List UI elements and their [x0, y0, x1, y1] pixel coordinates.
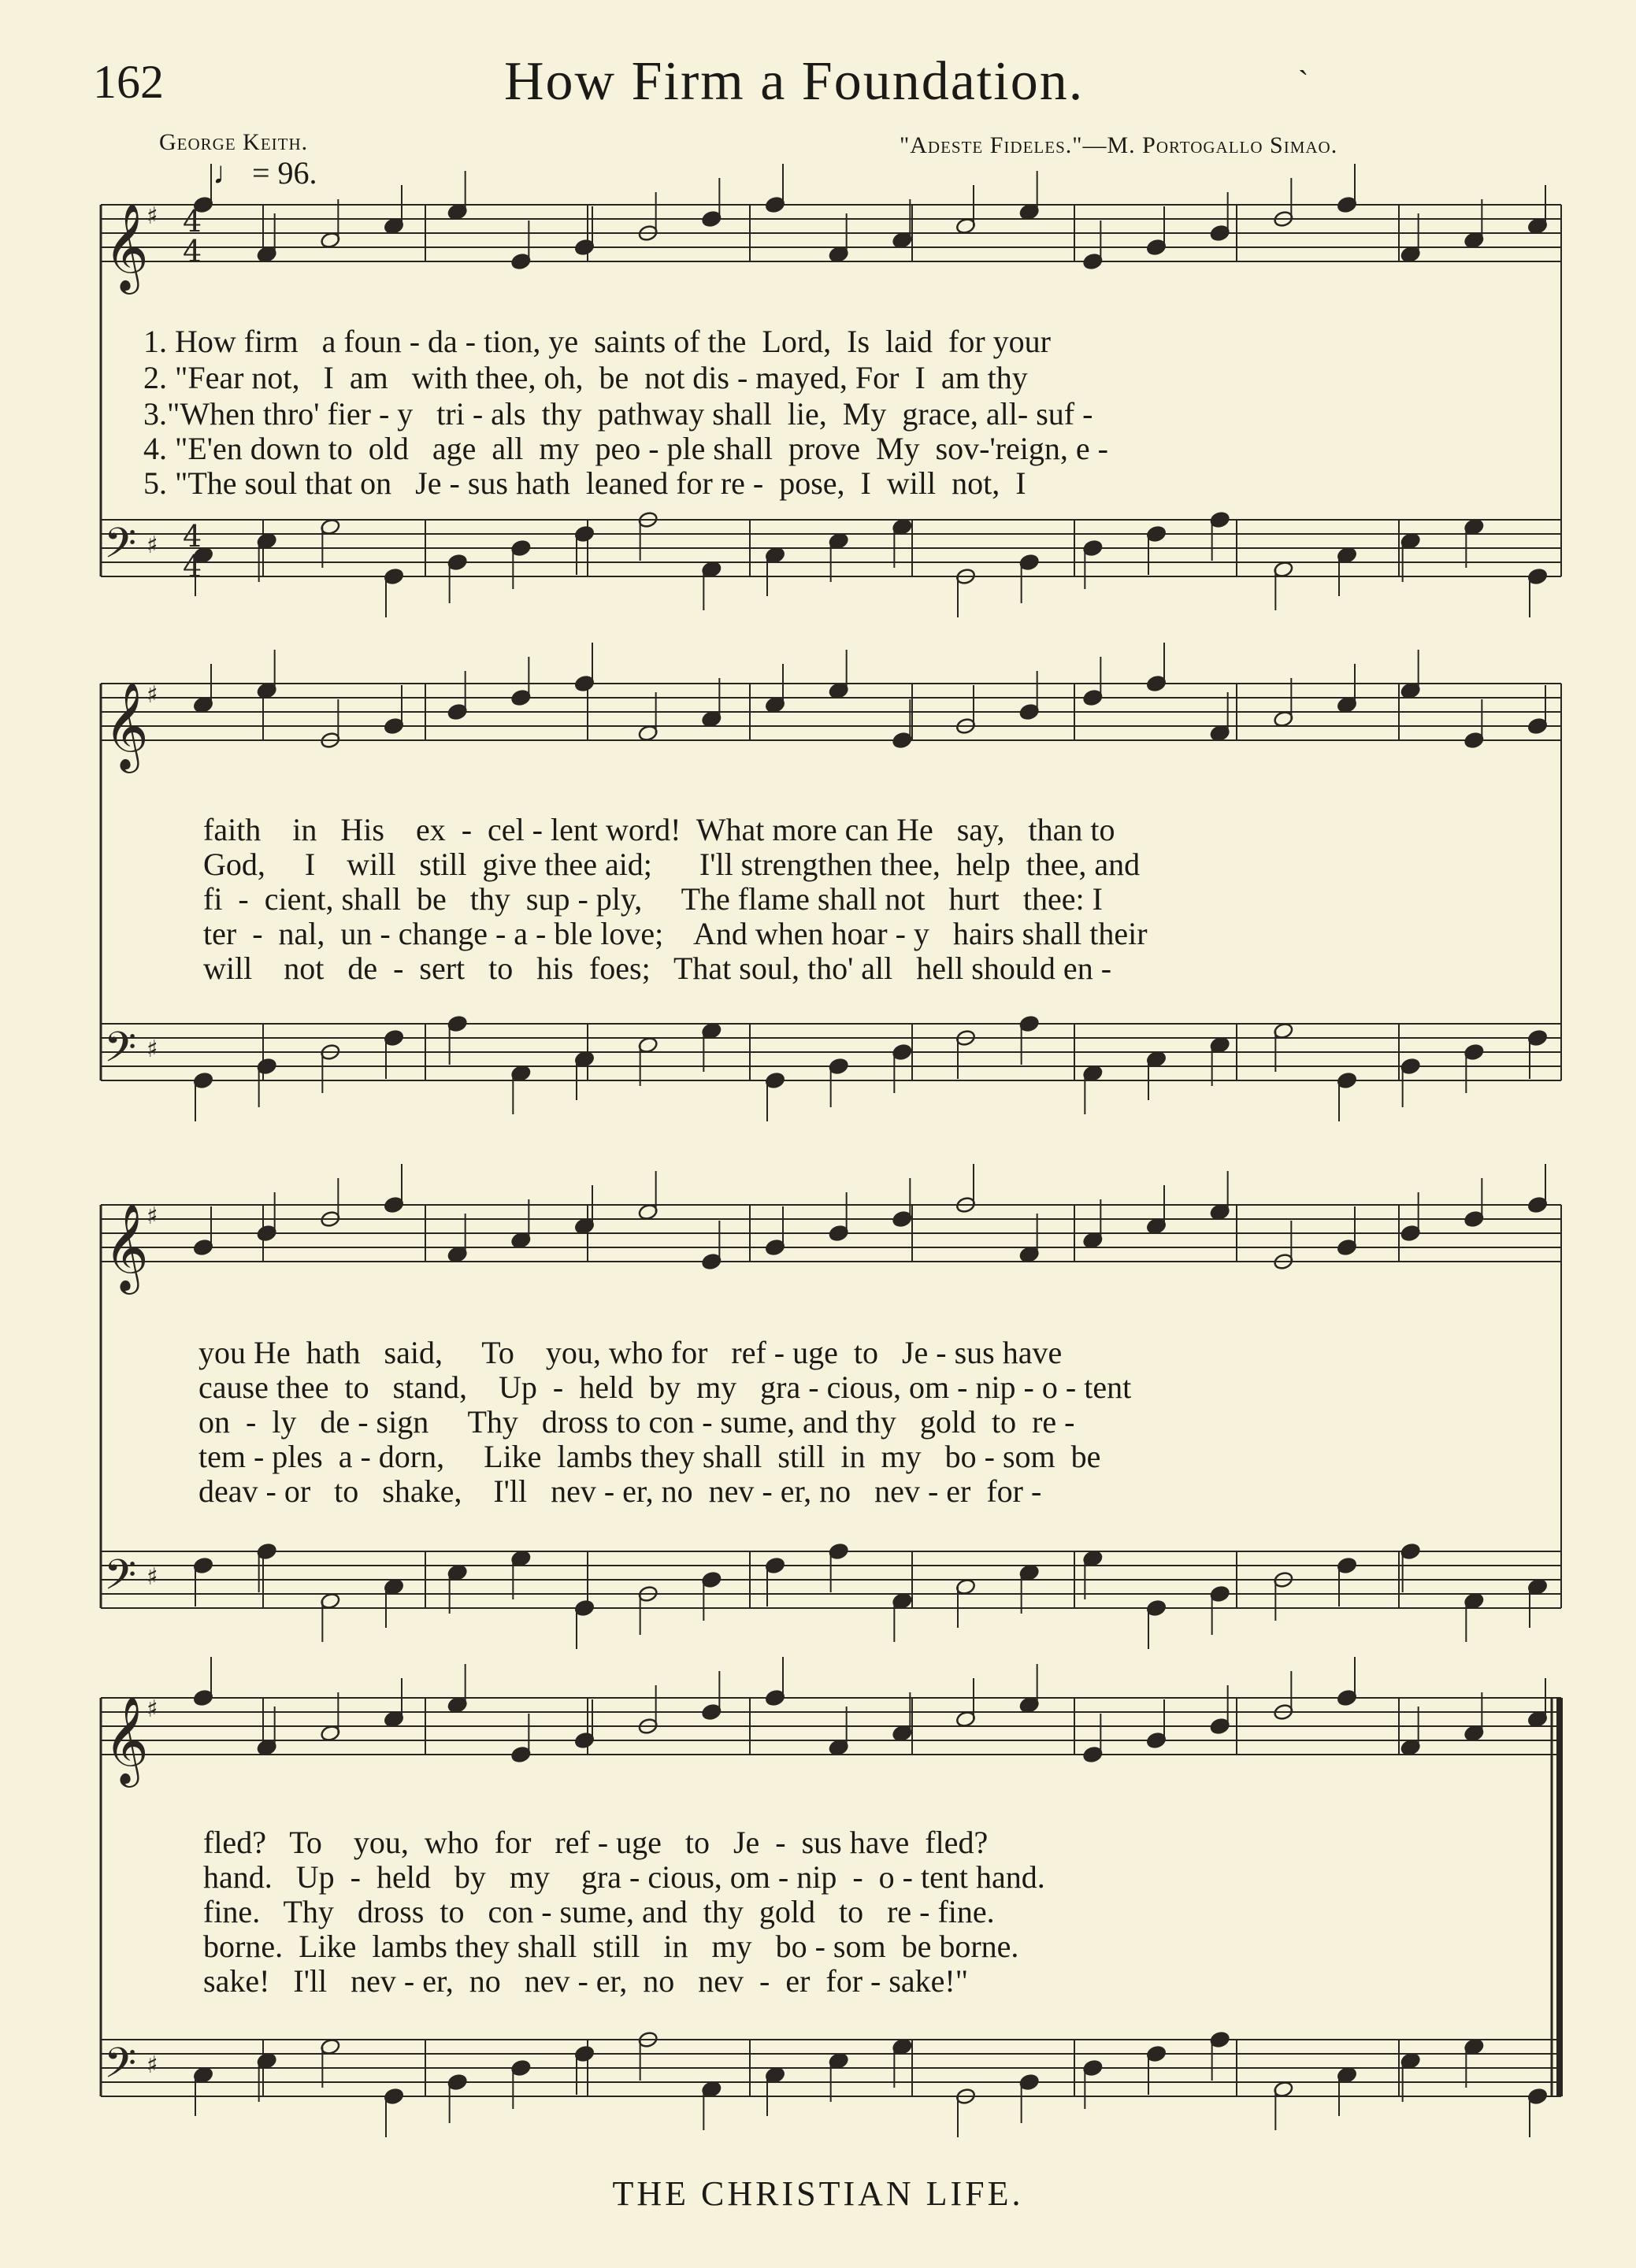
lyric-line: tem - ples a - dorn, Like lambs they shall still in my bo - som be: [198, 1439, 1101, 1474]
bass-clef-icon: 𝄢: [104, 520, 137, 578]
time-signature: 4: [183, 519, 202, 554]
lyric-line: 1. How firm a foun - da - tion, ye saints of the Lord, Is laid for your: [143, 324, 1051, 359]
bass-clef-icon: 𝄢: [104, 1024, 137, 1082]
time-signature: 4: [183, 234, 202, 269]
lyric-line: 2. "Fear not, I am with thee, oh, be not dis - mayed, For I am thy: [143, 360, 1028, 395]
lyric-line: ter - nal, un - change - a - ble love; And when hoar - y hairs shall their: [203, 916, 1148, 951]
page-number: 162: [93, 56, 164, 108]
sharp-icon: ♯: [147, 532, 158, 559]
time-signature: 4: [183, 549, 202, 584]
treble-clef-icon: 𝄞: [104, 681, 149, 769]
footer-section-title: THE CHRISTIAN LIFE.: [612, 2174, 1024, 2213]
lyric-line: sake! I'll nev - er, no nev - er, no nev - er for - sake!": [203, 1963, 969, 1999]
hymn-title: How Firm a Foundation.: [504, 51, 1085, 112]
lyric-line: God, I will still give thee aid; I'll strengthen thee, help thee, and: [203, 847, 1141, 882]
tune-credit: "Adeste Fideles."—M. Portogallo Simao.: [900, 132, 1338, 158]
sharp-icon: ♯: [147, 1563, 158, 1591]
lyric-line: on - ly de - sign Thy dross to con - sume, and thy gold to re -: [198, 1404, 1075, 1440]
lyric-line: borne. Like lambs they shall still in my bo - som be borne.: [203, 1929, 1019, 1964]
lyric-line: 3."When thro' fier - y tri - als thy pathway shall lie, My grace, all- suf -: [143, 396, 1093, 432]
lyric-line: 4. "E'en down to old age all my peo - ple shall prove My sov-'reign, e -: [143, 431, 1108, 466]
sharp-icon: ♯: [147, 2051, 158, 2079]
bass-clef-icon: 𝄢: [104, 2040, 137, 2098]
lyric-line: cause thee to stand, Up - held by my gra - cious, om - nip - o - tent: [198, 1369, 1132, 1405]
lyric-line: will not de - sert to his foes; That soul, tho' all hell should en -: [203, 951, 1112, 986]
lyric-line: you He hath said, To you, who for ref - uge to Je - sus have: [198, 1335, 1063, 1370]
sharp-icon: ♯: [147, 1036, 158, 1063]
treble-clef-icon: 𝄞: [104, 1695, 149, 1784]
sharp-icon: ♯: [147, 681, 158, 709]
treble-clef-icon: 𝄞: [104, 1203, 149, 1291]
lyric-line: fled? To you, who for ref - uge to Je - sus have fled?: [203, 1825, 989, 1860]
lyric-line: fine. Thy dross to con - sume, and thy gold to re - fine.: [203, 1894, 995, 1929]
sharp-icon: ♯: [147, 202, 158, 230]
lyric-line: deav - or to shake, I'll nev - er, no nev - er, no nev - er for -: [198, 1473, 1042, 1509]
lyric-line: faith in His ex - cel - lent word! What more can He say, than to: [203, 812, 1115, 847]
sharp-icon: ♯: [147, 1695, 158, 1723]
time-signature: 4: [183, 204, 202, 239]
tick-mark: `: [1298, 64, 1309, 99]
lyric-line: hand. Up - held by my gra - cious, om - nip - o - tent hand.: [203, 1859, 1045, 1895]
bass-clef-icon: 𝄢: [104, 1551, 137, 1610]
tempo-value: = 96.: [252, 155, 317, 191]
lyric-line: fi - cient, shall be thy sup - ply, The flame shall not hurt thee: I: [203, 881, 1103, 917]
quarter-note-icon: ♩: [213, 155, 244, 191]
author-credit: George Keith.: [159, 129, 309, 155]
lyric-line: 5. "The soul that on Je - sus hath leaned for re - pose, I will not, I: [143, 465, 1026, 501]
treble-clef-icon: 𝄞: [104, 202, 149, 291]
sharp-icon: ♯: [147, 1203, 158, 1230]
